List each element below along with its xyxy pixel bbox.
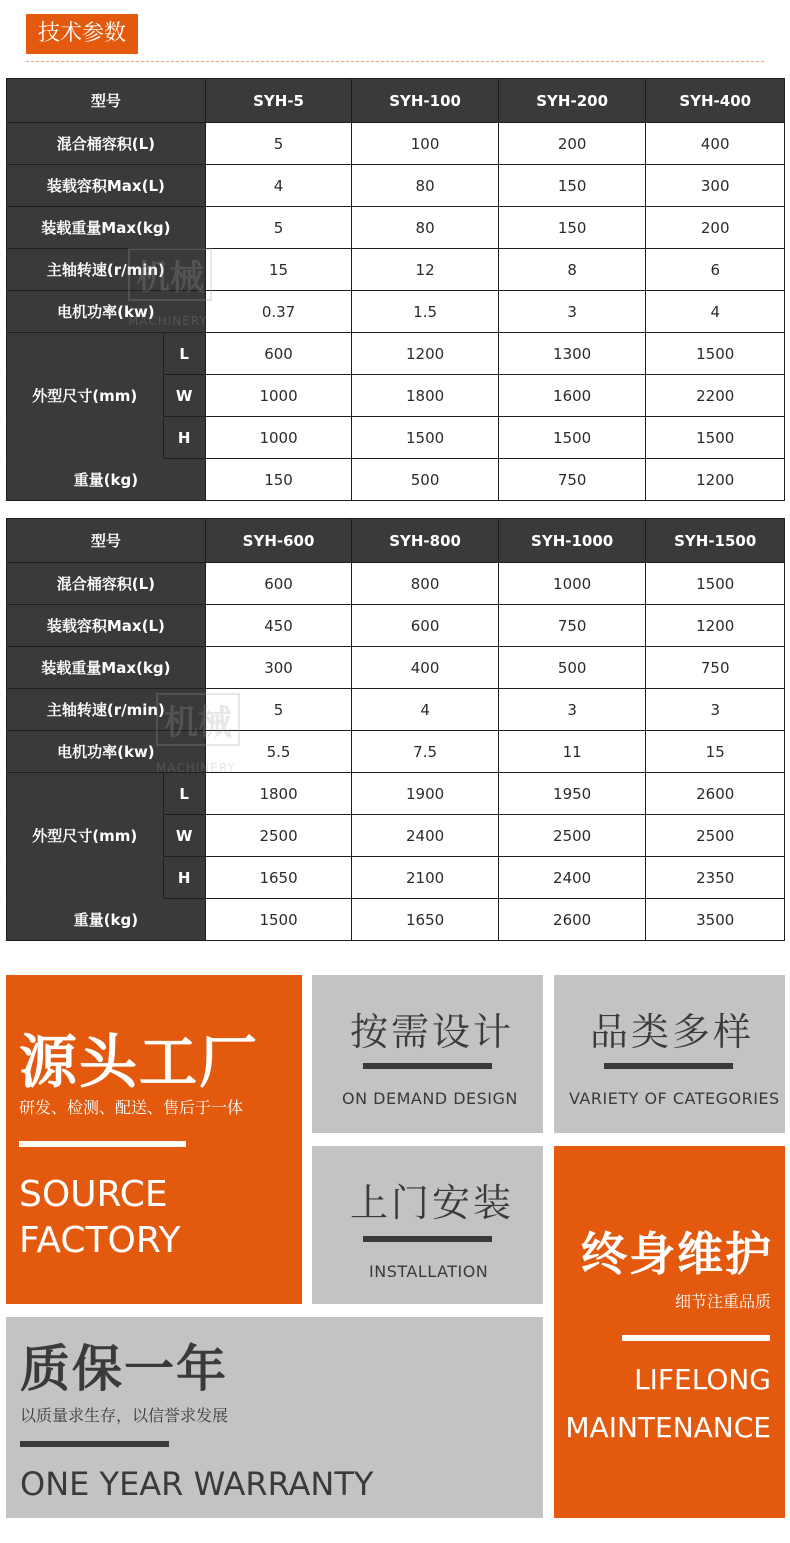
table-row (7, 333, 785, 375)
dims-label: 外型尺寸(mm) (7, 375, 164, 417)
table-cell: 600 (205, 563, 352, 605)
table-cell: 2350 (646, 857, 785, 899)
table-cell: 1800 (352, 375, 499, 417)
table-cell: 1650 (352, 899, 499, 941)
spec-table-2 (6, 518, 785, 941)
dims-label-spacer (7, 333, 164, 375)
table-cell: 800 (352, 563, 499, 605)
divider-bar (20, 1441, 169, 1447)
table-cell: 2500 (498, 815, 646, 857)
table-cell: 6 (646, 249, 785, 291)
table-cell: 1650 (205, 857, 352, 899)
tile-variety (554, 975, 785, 1133)
table-cell: 1500 (646, 333, 785, 375)
table-cell: 11 (498, 731, 646, 773)
table-cell: 500 (352, 459, 499, 501)
table-cell: 2600 (646, 773, 785, 815)
table-row (7, 207, 785, 249)
table-cell: 2100 (352, 857, 499, 899)
table-cell: 1500 (646, 563, 785, 605)
table-cell: 100 (352, 123, 499, 165)
row-label: 重量(kg) (7, 899, 206, 941)
table-row (7, 731, 785, 773)
warranty-en: ONE YEAR WARRANTY (20, 1465, 374, 1503)
watermark-logo: 机械 (128, 248, 212, 301)
table-cell: 600 (352, 605, 499, 647)
table-cell: 80 (352, 165, 499, 207)
table-header-row (7, 79, 785, 123)
dims-sub-label: W (163, 375, 205, 417)
table-cell: 400 (646, 123, 785, 165)
table-cell: 200 (646, 207, 785, 249)
source-factory-sub: 研发、检测、配送、售后于一体 (19, 1098, 244, 1117)
table-cell: 750 (498, 459, 646, 501)
table-cell: 2500 (646, 815, 785, 857)
row-label: 装载容积Max(L) (7, 605, 206, 647)
row-label: 装载重量Max(kg) (7, 207, 206, 249)
section-title: 技术参数 (26, 14, 138, 54)
row-label: 主轴转速(r/min) (7, 249, 206, 291)
row-label: 电机功率(kw) (7, 731, 206, 773)
table-row (7, 899, 785, 941)
table-cell: 5.5 (205, 731, 352, 773)
table-row (7, 459, 785, 501)
table-cell: 1600 (498, 375, 646, 417)
table-cell: 5 (205, 689, 352, 731)
table-cell: 150 (498, 165, 646, 207)
table-cell: 1000 (205, 375, 352, 417)
table-cell: 2600 (498, 899, 646, 941)
row-label: 装载重量Max(kg) (7, 647, 206, 689)
table-cell: 3 (498, 291, 646, 333)
tile-source-factory (6, 975, 302, 1304)
header-model: SYH-600 (205, 519, 352, 563)
row-label: 装载容积Max(L) (7, 165, 206, 207)
table-row (7, 647, 785, 689)
header-model: SYH-800 (352, 519, 499, 563)
title-divider (26, 61, 764, 62)
watermark-text: MACHINERY (156, 761, 236, 775)
table-cell: 150 (498, 207, 646, 249)
table-row (7, 249, 785, 291)
divider-bar (604, 1063, 733, 1069)
tile-lifelong (554, 1146, 785, 1518)
table-cell: 15 (646, 731, 785, 773)
table-cell: 4 (352, 689, 499, 731)
watermark-text: MACHINERY (128, 314, 208, 328)
header-model: SYH-100 (352, 79, 499, 123)
source-factory-cn: 源头工厂 (19, 1028, 260, 1096)
table-cell: 0.37 (205, 291, 352, 333)
tile-warranty (6, 1317, 543, 1518)
table-cell: 4 (205, 165, 352, 207)
table-cell: 1200 (352, 333, 499, 375)
tile-installation (312, 1146, 543, 1304)
table-cell: 1000 (498, 563, 646, 605)
header-model: SYH-1500 (646, 519, 785, 563)
table-cell: 4 (646, 291, 785, 333)
table-row (7, 375, 785, 417)
dims-sub-label: H (163, 857, 205, 899)
table-cell: 1200 (646, 605, 785, 647)
table-cell: 3500 (646, 899, 785, 941)
table-cell: 1300 (498, 333, 646, 375)
table-cell: 200 (498, 123, 646, 165)
table-row (7, 417, 785, 459)
divider-bar (363, 1063, 492, 1069)
table-cell: 300 (646, 165, 785, 207)
warranty-cn: 质保一年 (20, 1340, 228, 1398)
dims-label-spacer (7, 857, 164, 899)
table-row (7, 291, 785, 333)
table-cell: 1500 (205, 899, 352, 941)
divider-bar (19, 1141, 186, 1147)
dims-sub-label: L (163, 333, 205, 375)
table-cell: 600 (205, 333, 352, 375)
on-demand-en: ON DEMAND DESIGN (342, 1089, 518, 1108)
divider-bar (363, 1236, 492, 1242)
table-cell: 2200 (646, 375, 785, 417)
table-cell: 2500 (205, 815, 352, 857)
installation-cn: 上门安装 (350, 1181, 515, 1225)
table-cell: 8 (498, 249, 646, 291)
table-cell: 1200 (646, 459, 785, 501)
dims-sub-label: W (163, 815, 205, 857)
header-model: SYH-1000 (498, 519, 646, 563)
table-cell: 500 (498, 647, 646, 689)
dims-sub-label: H (163, 417, 205, 459)
lifelong-en-1: LIFELONG (634, 1363, 771, 1396)
lifelong-cn: 终身维护 (581, 1227, 773, 1281)
dims-label: 外型尺寸(mm) (7, 815, 164, 857)
warranty-sub: 以质量求生存，以信誉求发展 (20, 1406, 229, 1425)
table-row (7, 605, 785, 647)
table-cell: 1900 (352, 773, 499, 815)
table-cell: 2400 (352, 815, 499, 857)
tile-on-demand (312, 975, 543, 1133)
table-cell: 300 (205, 647, 352, 689)
table-cell: 1.5 (352, 291, 499, 333)
table-row (7, 857, 785, 899)
table-row (7, 773, 785, 815)
table-cell: 3 (646, 689, 785, 731)
header-model: SYH-400 (646, 79, 785, 123)
row-label: 重量(kg) (7, 459, 206, 501)
row-label: 主轴转速(r/min) (7, 689, 206, 731)
header-model: SYH-200 (498, 79, 646, 123)
table-cell: 1950 (498, 773, 646, 815)
divider-bar (622, 1335, 770, 1341)
installation-en: INSTALLATION (369, 1262, 489, 1281)
table-cell: 5 (205, 207, 352, 249)
source-factory-en-1: SOURCE (19, 1174, 168, 1215)
watermark-logo: 机械 (156, 693, 240, 746)
header-model: SYH-5 (205, 79, 352, 123)
table-cell: 7.5 (352, 731, 499, 773)
table-cell: 1500 (498, 417, 646, 459)
table-cell: 1500 (646, 417, 785, 459)
row-label: 混合桶容积(L) (7, 563, 206, 605)
spec-table-1 (6, 78, 785, 501)
table-cell: 15 (205, 249, 352, 291)
table-row (7, 563, 785, 605)
table-cell: 1000 (205, 417, 352, 459)
table-header-row (7, 519, 785, 563)
dims-label-spacer (7, 417, 164, 459)
dims-label-spacer (7, 773, 164, 815)
table-row (7, 123, 785, 165)
table-cell: 3 (498, 689, 646, 731)
table-cell: 1800 (205, 773, 352, 815)
table-row (7, 165, 785, 207)
table-cell: 80 (352, 207, 499, 249)
table-cell: 450 (205, 605, 352, 647)
header-model-label: 型号 (7, 79, 206, 123)
variety-cn: 品类多样 (590, 1010, 755, 1054)
table-cell: 1500 (352, 417, 499, 459)
table-cell: 750 (646, 647, 785, 689)
row-label: 电机功率(kw) (7, 291, 206, 333)
source-factory-en-2: FACTORY (19, 1220, 181, 1261)
table-cell: 750 (498, 605, 646, 647)
lifelong-en-2: MAINTENANCE (565, 1411, 771, 1444)
table-cell: 5 (205, 123, 352, 165)
on-demand-cn: 按需设计 (350, 1010, 515, 1054)
row-label: 混合桶容积(L) (7, 123, 206, 165)
header-model-label: 型号 (7, 519, 206, 563)
table-cell: 400 (352, 647, 499, 689)
table-cell: 2400 (498, 857, 646, 899)
table-row (7, 815, 785, 857)
variety-en: VARIETY OF CATEGORIES (569, 1089, 780, 1108)
lifelong-sub: 细节注重品质 (674, 1292, 771, 1311)
dims-sub-label: L (163, 773, 205, 815)
table-cell: 12 (352, 249, 499, 291)
table-cell: 150 (205, 459, 352, 501)
table-row (7, 689, 785, 731)
